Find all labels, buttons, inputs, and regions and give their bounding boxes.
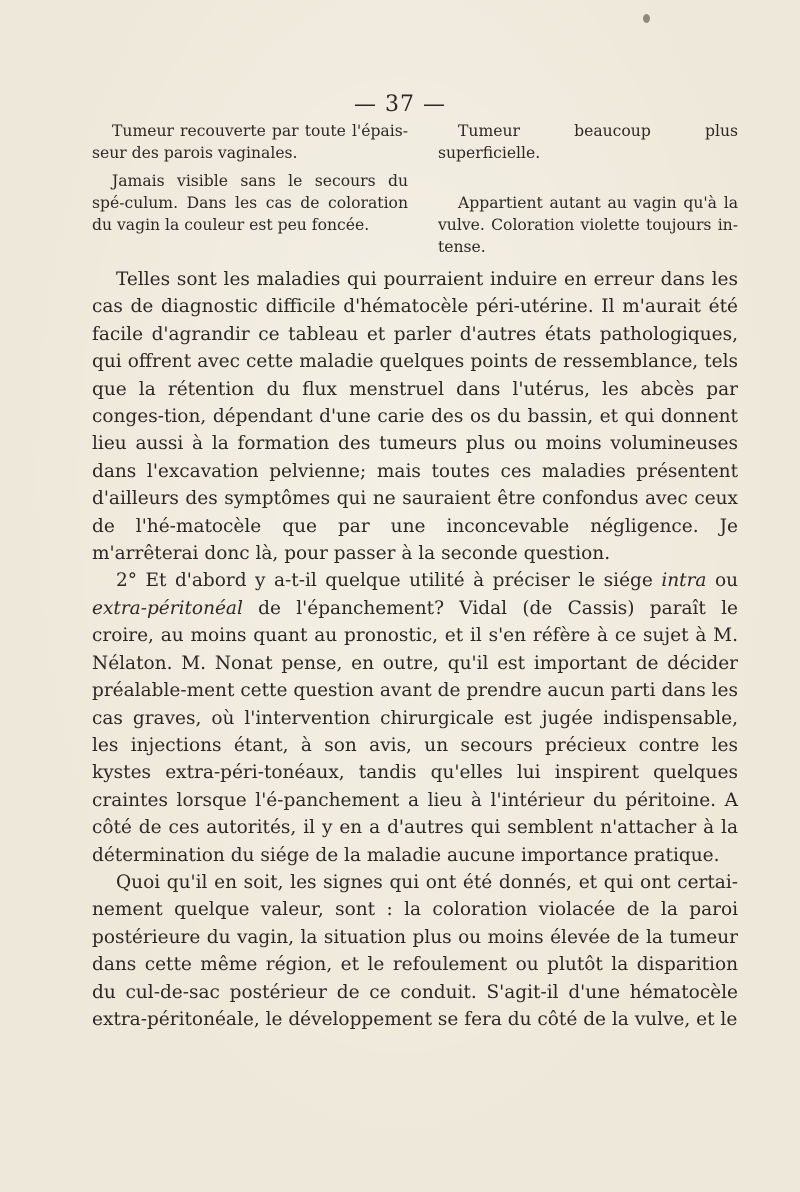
term-extra-peritoneal: extra-péritonéal (92, 597, 243, 619)
body-paragraph-2-conjunction: ou (706, 570, 738, 592)
ink-spot (643, 14, 650, 23)
term-intra: intra (661, 570, 707, 592)
table-column-right (438, 120, 738, 258)
body-text (92, 266, 738, 1033)
table-right-paragraph-2: Appartient autant au vagin qu'à la vulve. Coloration violette toujours in-tense. (438, 194, 738, 256)
body-paragraph-2-rest: de l'épanchement? Vidal (de Cassis) paraît le croire, au moins quant au pronostic, et il s'en réfère à ce sujet à M. Nélaton. M. Nonat pense, en outre, qu'il est important de décider préalable-ment cette question avant de prendre aucun parti dans les cas graves, où l'intervention chirurgicale est jugée indispensable, les injections étant, à son avis, un secours précieux contre les kystes extra-péri-tonéaux, tandis qu'elles lui inspirent quelques craintes lorsque l'é-panchement a lieu à l'intérieur du péritoine. A côté de ces autorités, il y en a d'autres qui semblent n'attacher à la détermination du siége de la maladie aucune importance pratique. (92, 597, 738, 866)
body-paragraph-3: Quoi qu'il en soit, les signes qui ont été donnés, et qui ont certai-nement quelque valeur, sont : la coloration violacée de la paroi postérieure du vagin, la situation plus ou moins élevée de la tumeur dans cette même région, et le refoulement ou plutôt la disparition du cul-de-sac postérieur de ce conduit. S'agit-il d'une hématocèle extra-péritonéale, le développement se fera du côté de la vulve, et le (92, 871, 738, 1030)
body-paragraph-1: Telles sont les maladies qui pourraient induire en erreur dans les cas de diagnostic difficile d'hématocèle péri-utérine. Il m'aurait été facile d'agrandir ce tableau et parler d'autres états pathologiques, qui offrent avec cette maladie quelques points de ressemblance, tels que la rétention du flux menstruel dans l'utérus, les abcès par conges-tion, dépendant d'une carie des os du bassin, et qui donnent lieu aussi à la formation des tumeurs plus ou moins volumineuses dans l'excavation pelvienne; mais toutes ces maladies présentent d'ailleurs des symptômes qui ne sauraient être confondus avec ceux de l'hé-matocèle que par une inconcevable négligence. Je m'arrêterai donc là, pour passer à la seconde question. (92, 269, 738, 565)
page-number: — 37 — (354, 92, 446, 117)
body-paragraph-2 (92, 567, 738, 868)
body-paragraph-2-start: 2° Et d'abord y a-t-il quelque utilité à préciser le siége (116, 570, 662, 592)
table-left-paragraph-1: Tumeur recouverte par toute l'épais-seur des parois vaginales. (92, 122, 408, 162)
table-right-paragraph-1: Tumeur beaucoup plus superficielle. (438, 122, 738, 162)
table-left-paragraph-2: Jamais visible sans le secours du spé-culum. Dans les cas de coloration du vagin la couleur est peu foncée. (92, 172, 408, 234)
table-column-left (92, 120, 408, 236)
